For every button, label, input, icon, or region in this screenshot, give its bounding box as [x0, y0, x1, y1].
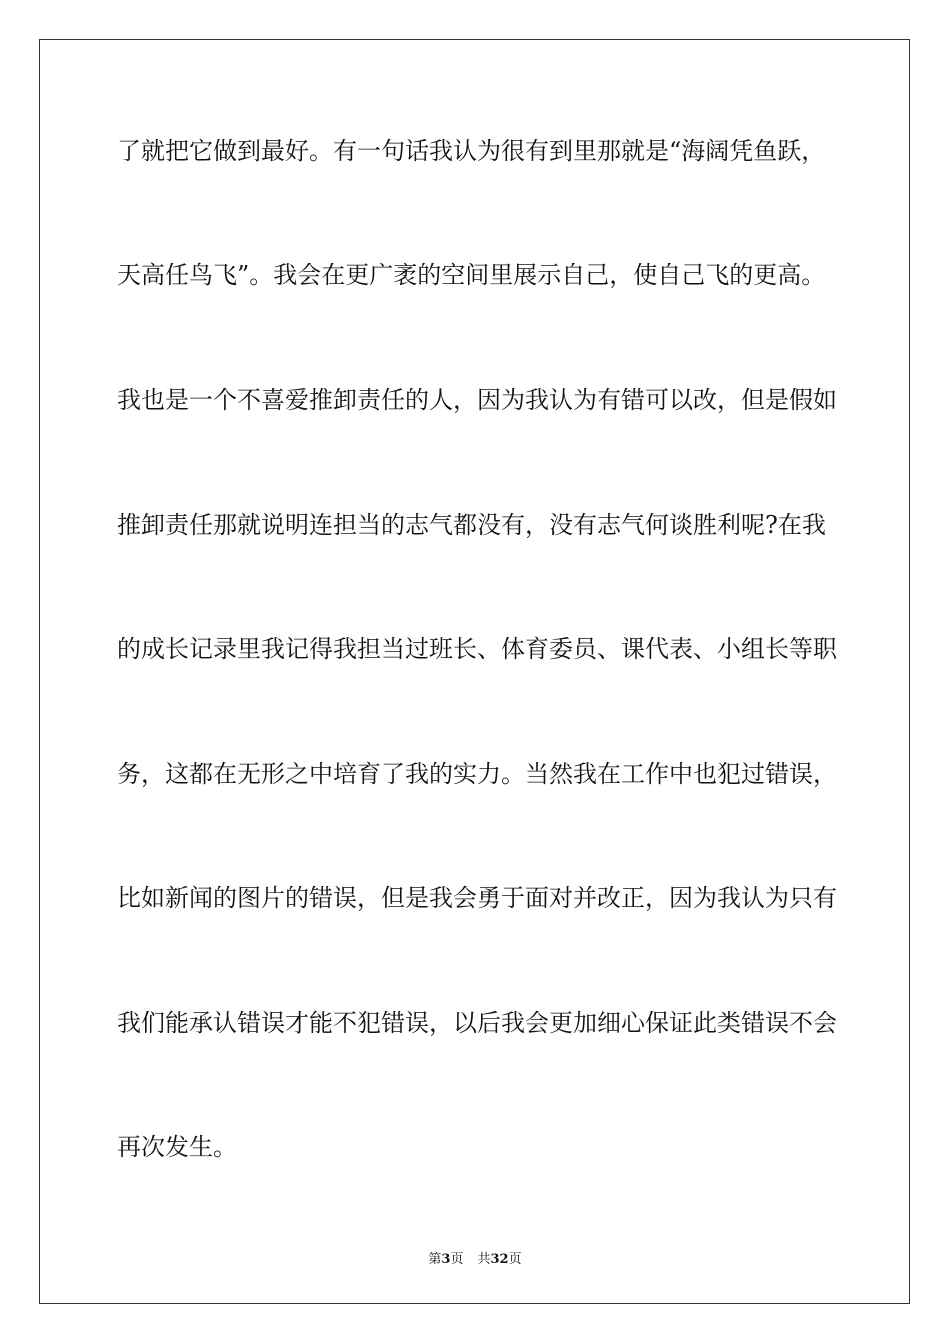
body-text-line-1: 了就把它做到最好。有一句话我认为很有到里那就是“海阔凭鱼跃， — [117, 137, 826, 165]
body-text-line-6: 务，这都在无形之中培育了我的实力。当然我在工作中也犯过错误， — [117, 760, 837, 788]
footer-total-suffix: 页 — [508, 1252, 522, 1267]
footer-page-prefix: 第 — [428, 1252, 442, 1267]
footer-total-prefix: 共 — [477, 1252, 491, 1267]
body-text-line-5: 的成长记录里我记得我担当过班长、体育委员、课代表、小组长等职 — [117, 635, 837, 663]
footer-page-suffix: 页 — [450, 1252, 464, 1267]
body-text-line-3: 我也是一个不喜爱推卸责任的人，因为我认为有错可以改，但是假如 — [117, 386, 837, 414]
body-text-line-8: 我们能承认错误才能不犯错误，以后我会更加细心保证此类错误不会 — [117, 1009, 837, 1037]
body-text-line-2: 天高任鸟飞”。我会在更广袤的空间里展示自己，使自己飞的更高。 — [117, 261, 826, 289]
page-border — [39, 39, 910, 1304]
page-footer — [0, 1248, 950, 1267]
footer-total-pages: 32 — [490, 1252, 509, 1267]
body-text-line-9: 再次发生。 — [117, 1133, 237, 1161]
body-text-line-7: 比如新闻的图片的错误，但是我会勇于面对并改正，因为我认为只有 — [117, 884, 837, 912]
footer-page-number: 3 — [441, 1252, 451, 1267]
body-text-line-4: 推卸责任那就说明连担当的志气都没有，没有志气何谈胜利呢?在我 — [117, 511, 826, 539]
